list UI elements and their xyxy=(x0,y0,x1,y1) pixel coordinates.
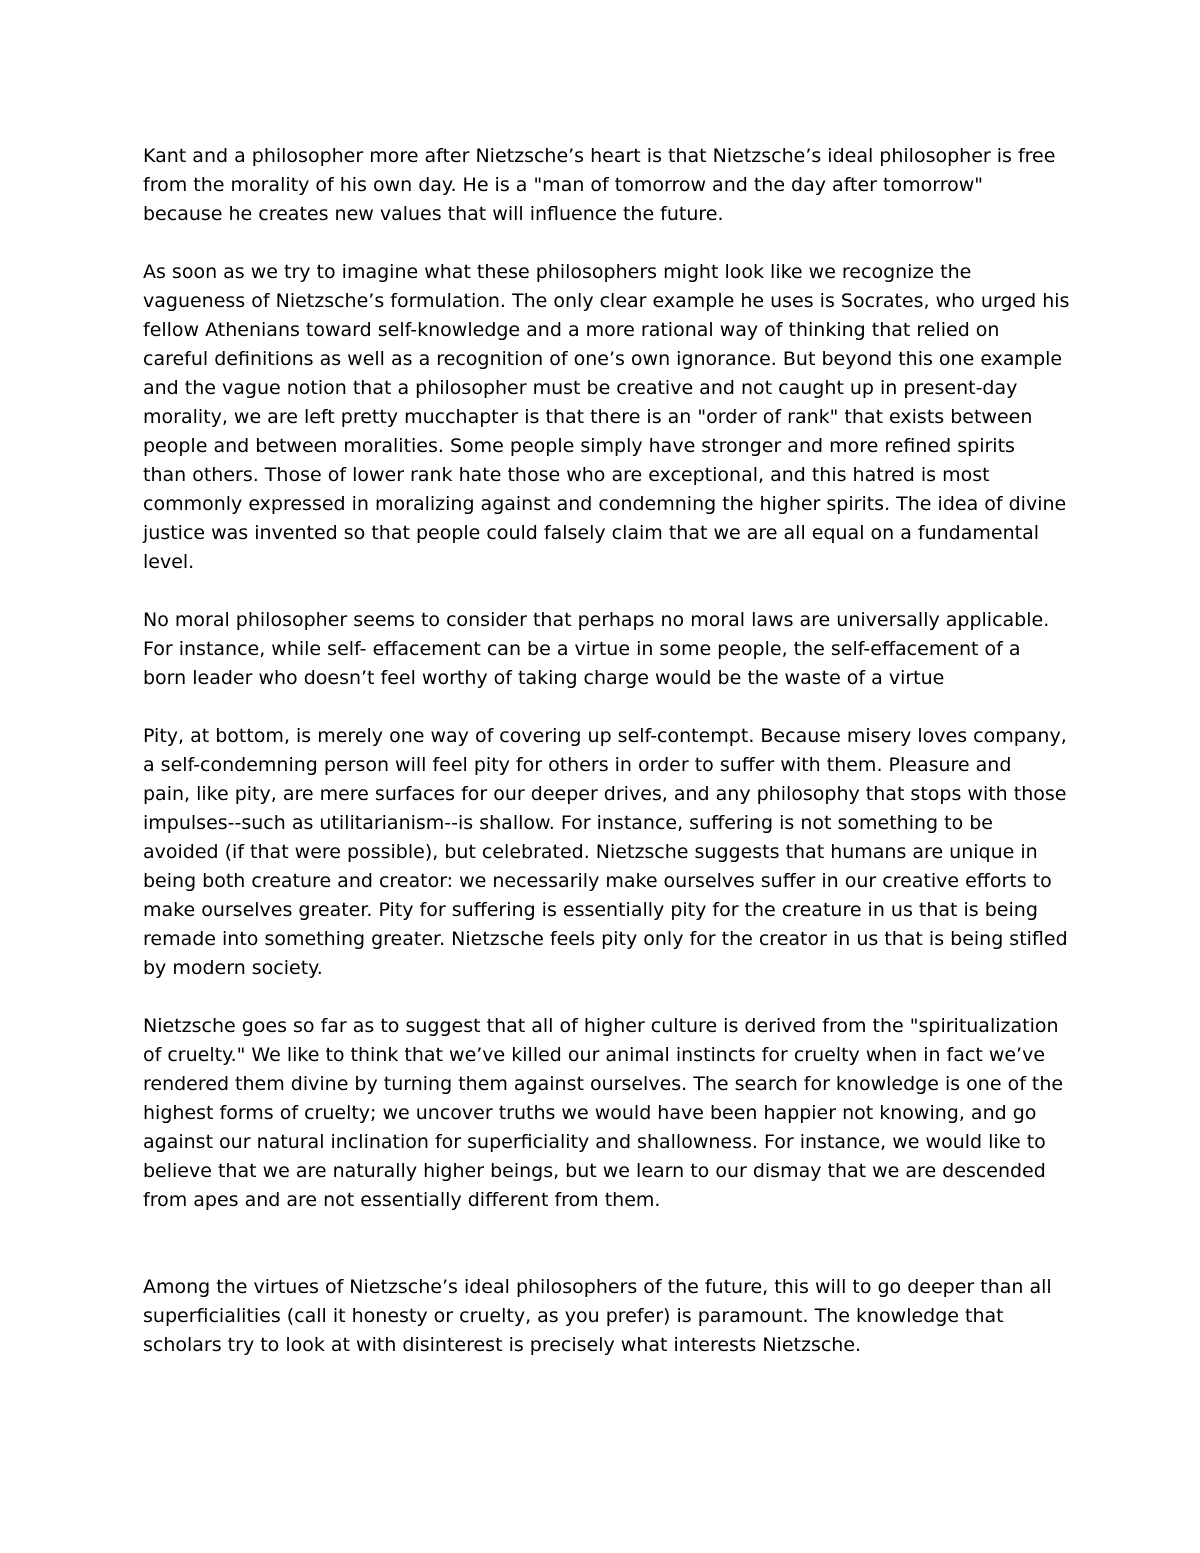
text-line: against our natural inclination for superficiality and shallowness. For instance, we would like to xyxy=(143,1131,1046,1153)
text-line: justice was invented so that people could falsely claim that we are all equal on a fundamental xyxy=(143,522,1039,544)
text-line: For instance, while self- effacement can be a virtue in some people, the self-effacement of a xyxy=(143,638,1021,660)
text-line: careful definitions as well as a recognition of one’s own ignorance. But beyond this one example xyxy=(143,348,1063,370)
text-line: from apes and are not essentially different from them. xyxy=(143,1189,661,1211)
text-line: by modern society. xyxy=(143,957,323,979)
paragraph-spacer xyxy=(143,229,1073,258)
paragraph-spacer xyxy=(143,983,1073,1012)
paragraph-5 xyxy=(143,1012,1073,1215)
text-line: believe that we are naturally higher beings, but we learn to our dismay that we are descended xyxy=(143,1160,1046,1182)
text-line: because he creates new values that will influence the future. xyxy=(143,203,724,225)
text-line: a self-condemning person will feel pity for others in order to suffer with them. Pleasure and xyxy=(143,754,1012,776)
text-line: As soon as we try to imagine what these philosophers might look like we recognize the xyxy=(143,261,972,283)
paragraph-spacer xyxy=(143,1215,1073,1273)
text-line: morality, we are left pretty mucchapter is that there is an "order of rank" that exists between xyxy=(143,406,1033,428)
paragraph-4 xyxy=(143,722,1073,983)
text-line: highest forms of cruelty; we uncover truths we would have been happier not knowing, and go xyxy=(143,1102,1037,1124)
paragraph-3 xyxy=(143,606,1073,693)
text-line: impulses--such as utilitarianism--is shallow. For instance, suffering is not something to be xyxy=(143,812,993,834)
text-line: of cruelty." We like to think that we’ve killed our animal instincts for cruelty when in fact we’ve xyxy=(143,1044,1046,1066)
text-line: avoided (if that were possible), but celebrated. Nietzsche suggests that humans are unique in xyxy=(143,841,1038,863)
text-line: Kant and a philosopher more after Nietzsche’s heart is that Nietzsche’s ideal philosopher is free xyxy=(143,145,1056,167)
text-line: fellow Athenians toward self-knowledge and a more rational way of thinking that relied on xyxy=(143,319,1000,341)
text-line: make ourselves greater. Pity for suffering is essentially pity for the creature in us that is being xyxy=(143,899,1038,921)
paragraph-2 xyxy=(143,258,1073,577)
text-line: people and between moralities. Some people simply have stronger and more refined spirits xyxy=(143,435,1015,457)
paragraph-spacer xyxy=(143,693,1073,722)
paragraph-6 xyxy=(143,1273,1073,1360)
text-line: commonly expressed in moralizing against and condemning the higher spirits. The idea of divine xyxy=(143,493,1067,515)
text-line: rendered them divine by turning them against ourselves. The search for knowledge is one of the xyxy=(143,1073,1064,1095)
text-line: Among the virtues of Nietzsche’s ideal philosophers of the future, this will to go deeper than all xyxy=(143,1276,1052,1298)
text-line: remade into something greater. Nietzsche feels pity only for the creator in us that is being stifled xyxy=(143,928,1068,950)
text-line: born leader who doesn’t feel worthy of taking charge would be the waste of a virtue xyxy=(143,667,945,689)
text-line: from the morality of his own day. He is a "man of tomorrow and the day after tomorrow" xyxy=(143,174,984,196)
text-line: and the vague notion that a philosopher must be creative and not caught up in present-day xyxy=(143,377,1018,399)
text-line: Nietzsche goes so far as to suggest that all of higher culture is derived from the "spiritualization xyxy=(143,1015,1059,1037)
document-body xyxy=(143,142,1073,1360)
text-line: level. xyxy=(143,551,195,573)
text-line: superficialities (call it honesty or cruelty, as you prefer) is paramount. The knowledge that xyxy=(143,1305,1004,1327)
paragraph-1 xyxy=(143,142,1073,229)
text-line: pain, like pity, are mere surfaces for our deeper drives, and any philosophy that stops with those xyxy=(143,783,1067,805)
paragraph-spacer xyxy=(143,577,1073,606)
text-line: than others. Those of lower rank hate those who are exceptional, and this hatred is most xyxy=(143,464,990,486)
text-line: vagueness of Nietzsche’s formulation. The only clear example he uses is Socrates, who urged his xyxy=(143,290,1070,312)
text-line: No moral philosopher seems to consider that perhaps no moral laws are universally applicable. xyxy=(143,609,1050,631)
text-line: being both creature and creator: we necessarily make ourselves suffer in our creative efforts to xyxy=(143,870,1052,892)
text-line: Pity, at bottom, is merely one way of covering up self-contempt. Because misery loves company, xyxy=(143,725,1067,747)
text-line: scholars try to look at with disinterest is precisely what interests Nietzsche. xyxy=(143,1334,862,1356)
